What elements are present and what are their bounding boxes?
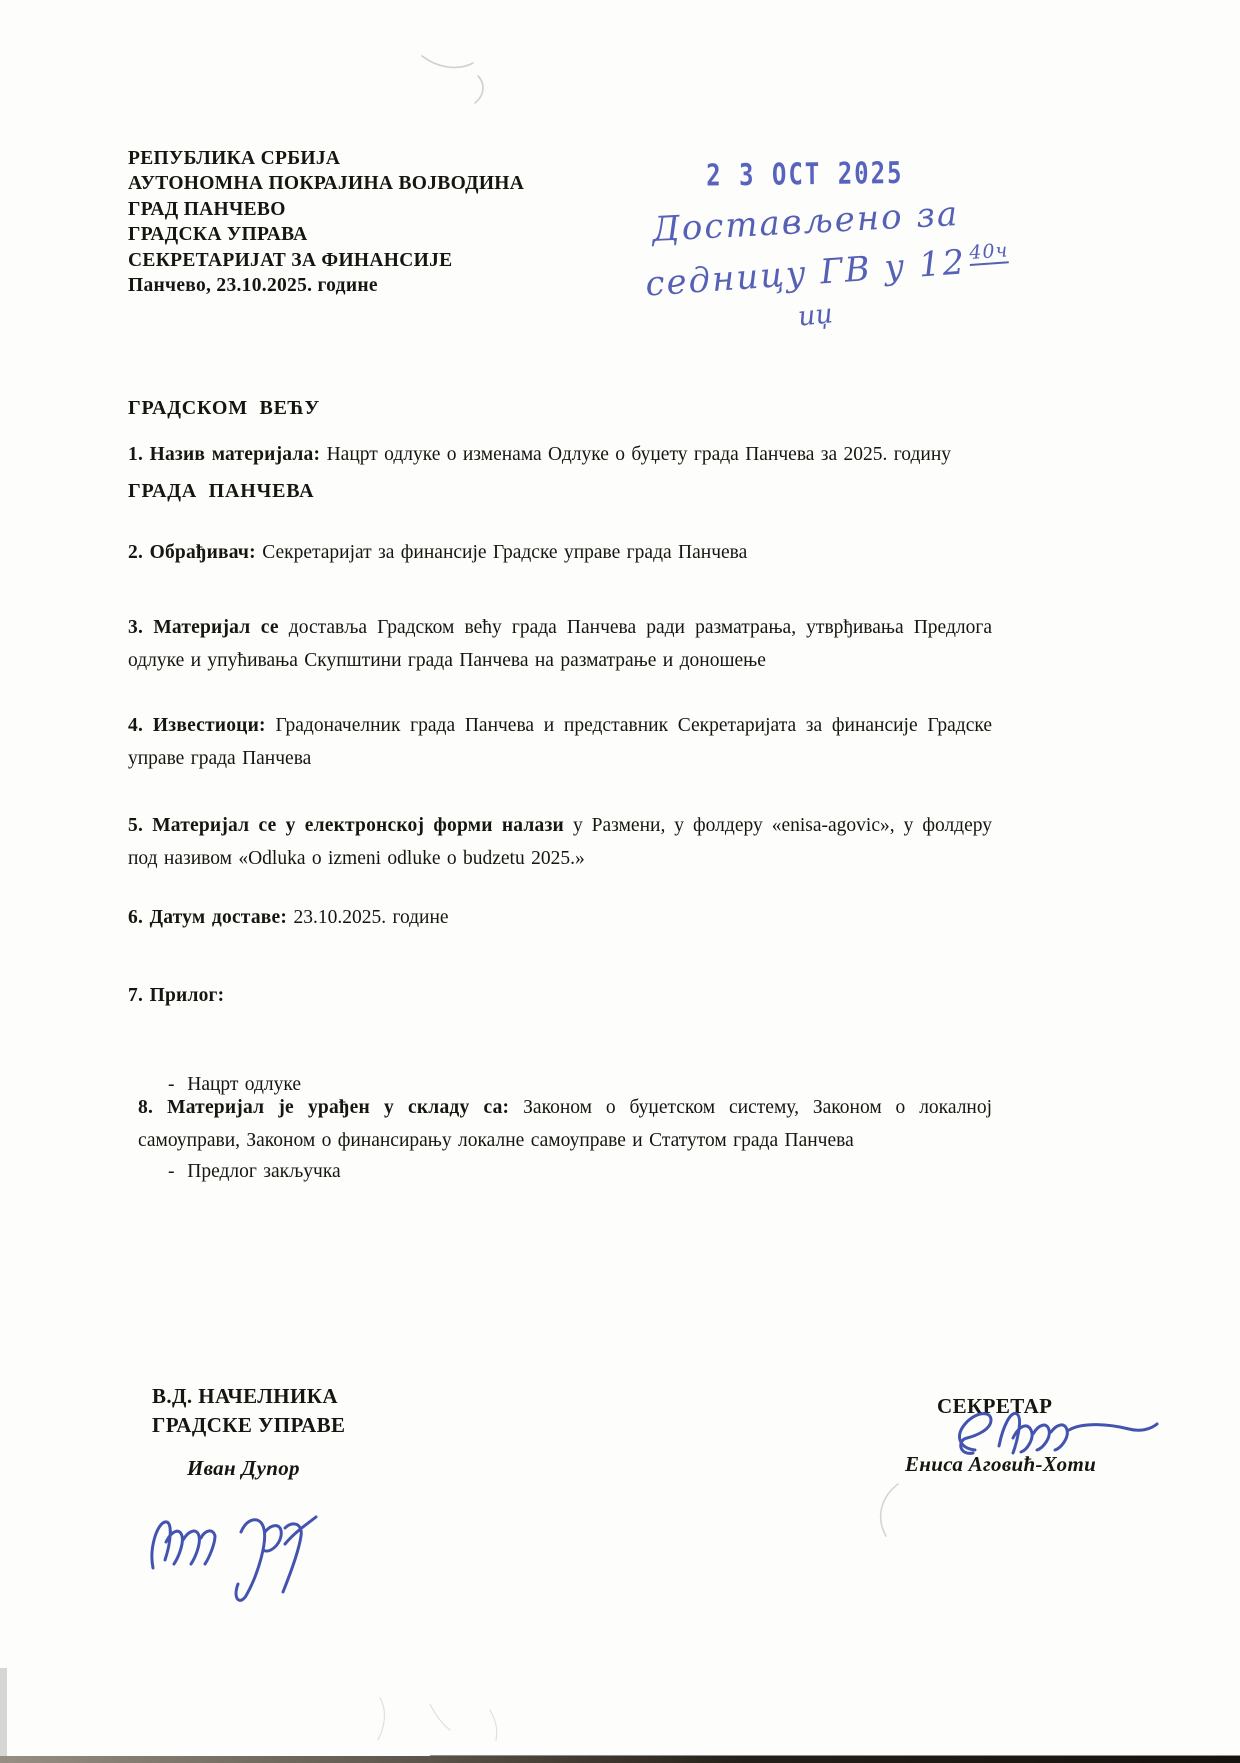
section-2-text: Секретаријат за финансије Градске управе града Панчева	[262, 542, 748, 563]
signature-left-title-line2: ГРАДСКЕ УПРАВЕ	[152, 1412, 346, 1437]
section-1-material-title	[128, 438, 992, 471]
section-2-label: 2. Обрађивач:	[128, 542, 256, 563]
section-3-text: доставља Градском већу града Панчева ради разматрања, утврђивања Предлога одлуке и упућивања Скупштини града Панчева на разматрање и доношење	[128, 617, 992, 671]
section-5-label: 5. Материјал се у електронској форми налази	[128, 815, 564, 836]
pencil-mark-bottom-right	[866, 1480, 908, 1542]
section-3-label: 3. Материјал се	[128, 617, 279, 638]
signature-enisa-agovic-hoti	[945, 1398, 1160, 1470]
handwritten-time-superscript: 40ч	[968, 239, 1010, 265]
section-5-electronic-location	[128, 809, 992, 875]
section-6-label: 6. Датум доставе:	[128, 907, 288, 928]
section-4-label: 4. Известиоци:	[128, 715, 266, 736]
section-8-text: Законом о буџетском систему, Законом о локалној самоуправи, Законом о финансирању локалне самоуправе и Статутом града Панчева	[138, 1097, 993, 1151]
section-1-label: 1. Назив материјала:	[128, 444, 321, 465]
pencil-mark-bottom-left	[370, 1690, 540, 1750]
scan-left-edge	[0, 1668, 7, 1763]
attachment-item: - Нацрт одлуке	[168, 1074, 302, 1095]
signature-right-title: СЕКРЕТАР	[937, 1394, 1053, 1418]
letterhead	[128, 146, 524, 298]
letterhead-line-republic: РЕПУБЛИКА СРБИЈА	[128, 148, 341, 169]
signatory-name-left: Иван Дупор	[187, 1456, 300, 1480]
addressee-line2: ГРАДА ПАНЧЕВА	[128, 479, 315, 502]
letterhead-line-secretariat: СЕКРЕТАРИЈАТ ЗА ФИНАНСИЈЕ	[128, 249, 453, 271]
handwritten-note-line2	[644, 239, 1010, 304]
signatory-name-right: Ениса Аговић-Хоти	[905, 1452, 1097, 1476]
addressee-line1: ГРАДСКОМ ВЕЋУ	[128, 397, 321, 419]
handwritten-note-line1: Достављено за	[651, 193, 961, 251]
signature-left-title	[152, 1382, 345, 1439]
signature-left-title-line1: В.Д. НАЧЕЛНИКА	[152, 1384, 338, 1408]
section-5-text: у Размени, у фолдеру «enisa-agovic», у фолдеру под називом «Odluka o izmeni odluke o budzetu 2025.»	[128, 815, 992, 869]
letterhead-line-administration: ГРАДСКА УПРАВА	[128, 224, 308, 246]
handwritten-note-line2-text: седницу ГВ у 12	[644, 242, 968, 305]
section-6-text: 23.10.2025. године	[293, 907, 449, 928]
section-8-legal-basis	[128, 1091, 992, 1157]
section-2-author	[128, 536, 992, 569]
section-6-delivery-date	[128, 901, 992, 934]
received-date-stamp: 2 3 OCT 2025	[706, 155, 904, 193]
handwritten-initials: иџ	[796, 298, 835, 333]
section-4-text: Градоначелник града Панчева и представник Секретаријата за финансије Градске управе града Панчева	[128, 715, 993, 769]
section-4-presenters	[128, 709, 992, 775]
section-8-label: 8. Материјал је урађен у складу са:	[138, 1097, 510, 1118]
section-7-label-row	[128, 979, 992, 1012]
letterhead-line-city: ГРАД ПАНЧЕВО	[128, 198, 286, 220]
section-7-label: 7. Прилог:	[128, 985, 225, 1006]
section-1-text: Нацрт одлуке о изменама Одлуке о буџету града Панчева за 2025. годину	[326, 444, 952, 465]
section-3-delivery	[128, 611, 992, 677]
letterhead-line-province: АУТОНОМНА ПОКРАЈИНА ВОЈВОДИНА	[128, 173, 525, 195]
pencil-mark-top	[418, 50, 502, 108]
attachment-item: - Предлог закључка	[168, 1161, 341, 1182]
place-date-line: Панчево, 23.10.2025. године	[128, 275, 378, 297]
signature-ivan-dupor	[146, 1488, 321, 1613]
scan-bottom-edge	[0, 1756, 1240, 1763]
